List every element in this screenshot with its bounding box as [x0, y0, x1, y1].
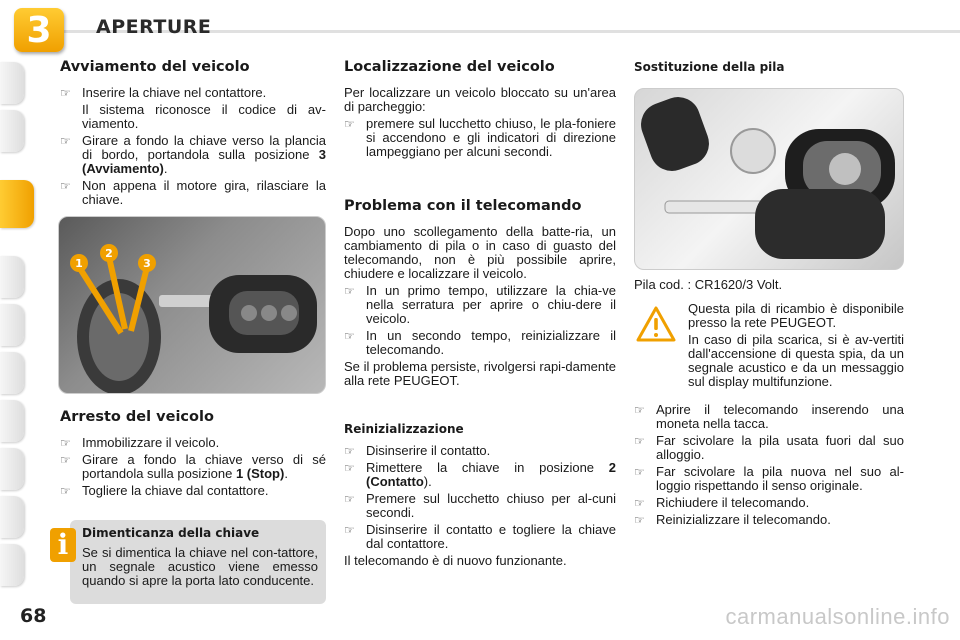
chapter-tab-3-active[interactable] [0, 180, 34, 228]
chapter-tab-9[interactable] [0, 496, 24, 538]
bullet-item: ☞ Premere sul lucchetto chiuso per al-cuni secondi. [344, 492, 616, 520]
chapter-tab-10[interactable] [0, 544, 24, 586]
bullet-item: ☞ Disinserire il contatto. [344, 444, 616, 458]
watermark: carmanualsonline.info [725, 604, 950, 629]
chapter-tab-7[interactable] [0, 400, 24, 442]
position-label-3: 3 [143, 257, 151, 270]
bullet-item: ☞ Reinizializzare il telecomando. [634, 513, 904, 527]
bullet-item: ☞ Togliere la chiave dal contattore. [60, 484, 326, 498]
position-label-1: 1 [75, 257, 83, 270]
bullet-item: ☞ Inserire la chiave nel contattore. [60, 86, 326, 100]
chapter-tab-1[interactable] [0, 62, 24, 104]
remote-illustration [635, 89, 904, 270]
ignition-illustration [59, 217, 326, 394]
section-title-problema: Problema con il telecomando [344, 198, 582, 214]
column-right [634, 60, 904, 82]
column-middle [344, 60, 616, 571]
paragraph: Se il problema persiste, rivolgersi rapi-damente alla rete PEUGEOT. [344, 359, 616, 388]
info-box [70, 520, 326, 604]
bullet-item: ☞ Richiudere il telecomando. [634, 496, 904, 510]
bullet-item: ☞ Girare a fondo la chiave verso di sé portandola sulla posizione 1 (Stop). [60, 453, 326, 481]
info-icon: i [50, 528, 76, 562]
warning-text: In caso di pila scarica, si è av-vertiti dall'accensione di questa spia, da un segnale acustico e da un messaggio sul display multifunzione. [688, 332, 904, 389]
chapter-badge [14, 8, 64, 52]
position-label-2: 2 [105, 247, 113, 260]
bullet-item: ☞ Non appena il motore gira, rilasciare la chiave. [60, 179, 326, 207]
column-left-lower [60, 410, 326, 501]
paragraph: Il sistema riconosce il codice di av-viamento. [82, 102, 326, 131]
section-title-sostituzione: Sostituzione della pila [634, 60, 785, 74]
bullet-item: ☞ Disinserire il contatto e togliere la chiave dal contattore. [344, 523, 616, 551]
info-box-title: Dimenticanza della chiave [82, 526, 260, 540]
ignition-key-photo [58, 216, 326, 394]
paragraph: Il telecomando è di nuovo funzionante. [344, 553, 567, 568]
section-title-avviamento: Avviamento del veicolo [60, 59, 250, 75]
bullet-item: ☞ Girare a fondo la chiave verso la plancia di bordo, portandola sulla posizione 3 (Avviamento). [60, 134, 326, 176]
column-left [60, 60, 326, 210]
remote-battery-photo [634, 88, 904, 270]
bullet-item: ☞ Far scivolare la pila usata fuori dal suo alloggio. [634, 434, 904, 462]
info-box-text: Se si dimentica la chiave nel con-tattore, un segnale acustico viene emesso quando si apre la porta lato conducente. [82, 545, 318, 588]
chapter-tab-5[interactable] [0, 304, 24, 346]
bullet-item: ☞ Far scivolare la pila nuova nel suo al-loggio rispettando il senso originale. [634, 465, 904, 493]
section-title-arresto: Arresto del veicolo [60, 409, 214, 425]
chapter-tab-4[interactable] [0, 256, 24, 298]
bullet-item: ☞ Aprire il telecomando inserendo una moneta nella tacca. [634, 403, 904, 431]
page-number: 68 [20, 605, 47, 627]
paragraph: Per localizzare un veicolo bloccato su un'area di parcheggio: [344, 85, 616, 114]
steps-list [634, 403, 904, 527]
chapter-tab-8[interactable] [0, 448, 24, 490]
chapter-tab-2[interactable] [0, 110, 24, 152]
chapter-title: APERTURE [96, 16, 212, 38]
warning-triangle-icon [636, 306, 676, 342]
bullet-item: ☞ Rimettere la chiave in posizione 2 (Contatto). [344, 461, 616, 489]
battery-code: Pila cod. : CR1620/3 Volt. [634, 277, 783, 292]
bullet-item: ☞ premere sul lucchetto chiuso, le pla-foniere si accendono e gli indicatori di direzione lampeggiano per alcuni secondi. [344, 117, 616, 159]
section-title-localizzazione: Localizzazione del veicolo [344, 59, 555, 75]
bullet-item: ☞ In un primo tempo, utilizzare la chia-ve nella serratura per aprire o chiu-dere il veicolo. [344, 284, 616, 326]
warning-text: Questa pila di ricambio è disponibile presso la rete PEUGEOT. [688, 301, 904, 330]
chapter-tab-6[interactable] [0, 352, 24, 394]
chapter-tabs [0, 60, 30, 580]
bullet-item: ☞ In un secondo tempo, reinizializzare il telecomando. [344, 329, 616, 357]
chapter-number: 3 [26, 9, 52, 51]
paragraph: Dopo uno scollegamento della batte-ria, un cambiamento di pila o in caso di guasto del telecomando, non è più possibile aprire, chiudere e localizzare il veicolo. [344, 224, 616, 281]
bullet-item: ☞ Immobilizzare il veicolo. [60, 436, 326, 450]
page-header [0, 0, 960, 56]
section-title-reinizializzazione: Reinizializzazione [344, 422, 464, 436]
